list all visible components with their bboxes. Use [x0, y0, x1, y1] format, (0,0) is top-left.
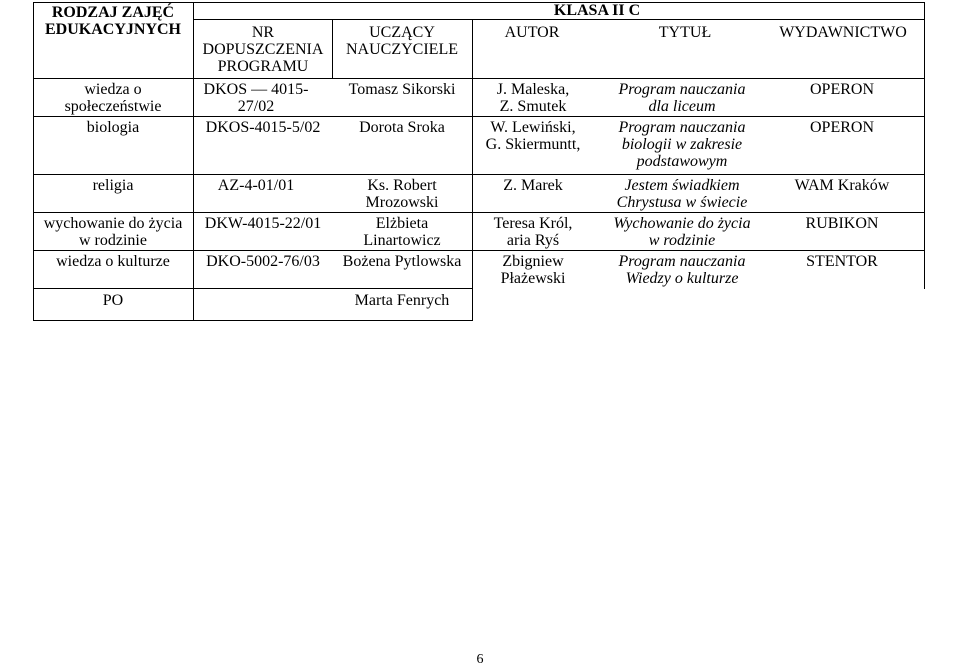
- cell-nr: DKW-4015-22/01: [204, 215, 322, 232]
- cell-tytul: Program nauczania dla liceum: [618, 81, 746, 115]
- header-rodzaj: RODZAJ ZAJĘĆ EDUKACYJNYCH: [45, 4, 181, 38]
- cell-wydawnictwo: WAM Kraków: [794, 177, 890, 194]
- cell-nr: DKOS-4015-5/02: [205, 119, 321, 136]
- cell-rodzaj: biologia: [86, 119, 140, 136]
- header-wydawnictwo: WYDAWNICTWO: [779, 24, 907, 41]
- cell-wydawnictwo: RUBIKON: [805, 215, 879, 232]
- cell-nr: DKO-5002-76/03: [206, 253, 320, 270]
- cell-nauczyciel: Tomasz Sikorski: [348, 81, 456, 98]
- page-number: 6: [476, 652, 484, 667]
- header-autor: AUTOR: [504, 24, 560, 41]
- cell-rodzaj: wychowanie do życia w rodzinie: [43, 215, 183, 249]
- cell-nauczyciel: Ks. Robert Mrozowski: [365, 177, 439, 211]
- cell-tytul: Jestem świadkiem Chrystusa w świecie: [616, 177, 748, 211]
- cell-tytul: Program nauczania biologii w zakresie podstawowym: [618, 119, 746, 170]
- cell-nauczyciel: Elżbieta Linartowicz: [363, 215, 441, 249]
- cell-tytul: Wychowanie do życia w rodzinie: [613, 215, 751, 249]
- cell-nr: DKOS — 4015- 27/02: [203, 81, 309, 115]
- rule: [924, 2, 925, 289]
- cell-nauczyciel: Marta Fenrych: [354, 292, 450, 309]
- cell-wydawnictwo: OPERON: [809, 119, 874, 136]
- cell-rodzaj: wiedza o społeczeństwie: [64, 81, 162, 115]
- cell-rodzaj: wiedza o kulturze: [56, 253, 170, 270]
- cell-wydawnictwo: OPERON: [809, 81, 874, 98]
- rule: [33, 116, 925, 117]
- cell-autor: J. Maleska, Z. Smutek: [496, 81, 570, 115]
- cell-rodzaj: religia: [92, 177, 134, 194]
- cell-autor: W. Lewiński, G. Skiermuntt,: [485, 119, 581, 153]
- rule: [33, 250, 925, 251]
- rule: [33, 212, 925, 213]
- header-uczacy: UCZĄCY NAUCZYCIELE: [346, 24, 458, 58]
- cell-nr: AZ-4-01/01: [217, 177, 295, 194]
- rule: [33, 2, 34, 321]
- cell-rodzaj: PO: [102, 292, 124, 309]
- rule: [33, 78, 925, 79]
- cell-tytul: Program nauczania Wiedzy o kulturze: [618, 253, 746, 287]
- cell-nauczyciel: Dorota Sroka: [359, 119, 445, 136]
- rule: [33, 320, 473, 321]
- rule: [33, 174, 925, 175]
- cell-autor: Z. Marek: [503, 177, 563, 194]
- cell-autor: Zbigniew Płażewski: [500, 253, 566, 287]
- cell-wydawnictwo: STENTOR: [806, 253, 878, 270]
- cell-autor: Teresa Król, aria Ryś: [493, 215, 573, 249]
- rule: [193, 19, 925, 20]
- header-nr: NR DOPUSZCZENIA PROGRAMU: [202, 24, 324, 75]
- header-tytul: TYTUŁ: [658, 24, 712, 41]
- header-klasa: KLASA II C: [553, 2, 641, 19]
- rule: [33, 288, 473, 289]
- cell-nauczyciel: Bożena Pytlowska: [342, 253, 462, 270]
